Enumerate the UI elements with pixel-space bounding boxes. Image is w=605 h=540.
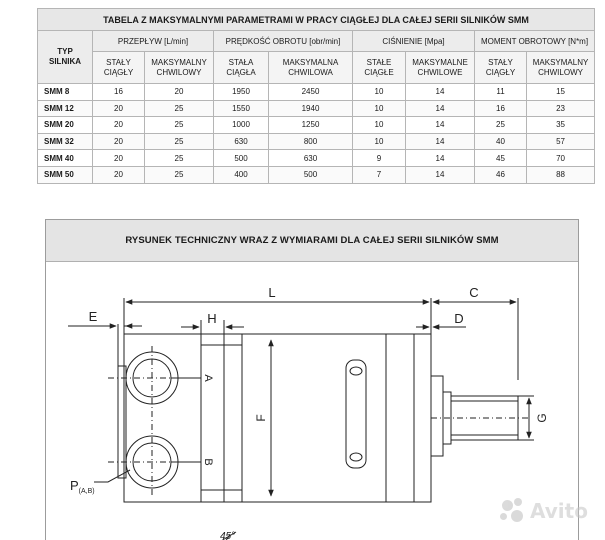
avito-logo-text: Avito: [530, 499, 588, 523]
dim-label-D: D: [454, 311, 464, 326]
value-cell: 23: [527, 100, 595, 117]
table-row: [38, 100, 595, 117]
dim-label-L: L: [268, 285, 276, 300]
parameters-table: [37, 8, 595, 184]
model-cell: SMM 8: [38, 84, 93, 101]
value-cell: 40: [475, 133, 527, 150]
port-label-B: B: [202, 458, 214, 466]
dim-label-P: $P_{(A,B)}$: [70, 478, 95, 495]
drawing-title: RYSUNEK TECHNICZNY WRAZ Z WYMIARAMI DLA CAŁEJ SERII SILNIKÓW SMM: [46, 220, 578, 262]
model-cell: SMM 20: [38, 117, 93, 134]
dim-label-E: E: [88, 309, 98, 324]
value-cell: 14: [406, 117, 475, 134]
model-cell: SMM 40: [38, 150, 93, 167]
value-cell: 88: [527, 166, 595, 183]
group-header-speed: PRĘDKOŚĆ OBROTU [obr/min]: [214, 31, 353, 52]
value-cell: 25: [145, 150, 214, 167]
value-cell: 11: [475, 84, 527, 101]
group-header-flow: PRZEPŁYW [L/min]: [93, 31, 214, 52]
table-row: [38, 133, 595, 150]
dim-label-G: G: [535, 413, 549, 423]
table-title: TABELA Z MAKSYMALNYMI PARAMETRAMI W PRACY CIĄGŁEJ DLA CAŁEJ SERII SILNIKÓW SMM: [38, 9, 595, 31]
value-cell: 20: [145, 84, 214, 101]
value-cell: 500: [269, 166, 353, 183]
group-header-torque: MOMENT OBROTOWY [N*m]: [475, 31, 595, 52]
value-cell: 16: [93, 84, 145, 101]
value-cell: 46: [475, 166, 527, 183]
table-row: [38, 84, 595, 101]
motor-technical-drawing: [46, 220, 579, 540]
table-body: [38, 84, 595, 184]
sub-header-cell: MAKSYMALNY CHWILOWY: [527, 52, 595, 84]
value-cell: 20: [93, 150, 145, 167]
value-cell: 400: [214, 166, 269, 183]
value-cell: 15: [527, 84, 595, 101]
value-cell: 14: [406, 100, 475, 117]
value-cell: 20: [93, 133, 145, 150]
sub-header-cell: STAŁY CIĄGŁY: [475, 52, 527, 84]
table-row: [38, 150, 595, 167]
type-header: TYP SILNIKA: [38, 31, 93, 84]
p-leader-line: [94, 470, 130, 482]
sub-header-cell: MAKSYMALNE CHWILOWE: [406, 52, 475, 84]
avito-watermark: [500, 498, 588, 524]
value-cell: 10: [353, 133, 406, 150]
value-cell: 25: [145, 117, 214, 134]
value-cell: 1950: [214, 84, 269, 101]
value-cell: 57: [527, 133, 595, 150]
value-cell: 800: [269, 133, 353, 150]
value-cell: 25: [475, 117, 527, 134]
value-cell: 1250: [269, 117, 353, 134]
sub-header-cell: STAŁY CIĄGŁY: [93, 52, 145, 84]
value-cell: 10: [353, 100, 406, 117]
model-cell: SMM 12: [38, 100, 93, 117]
model-cell: SMM 50: [38, 166, 93, 183]
flange: [431, 376, 443, 456]
body-slot: [346, 360, 366, 468]
value-cell: 70: [527, 150, 595, 167]
model-cell: SMM 32: [38, 133, 93, 150]
value-cell: 14: [406, 84, 475, 101]
sub-header-row: [38, 52, 595, 84]
value-cell: 9: [353, 150, 406, 167]
port-label-A: A: [202, 374, 214, 382]
table-row: [38, 166, 595, 183]
value-cell: 7: [353, 166, 406, 183]
sub-header-cell: MAKSYMALNA CHWILOWA: [269, 52, 353, 84]
value-cell: 14: [406, 150, 475, 167]
value-cell: 1550: [214, 100, 269, 117]
value-cell: 10: [353, 84, 406, 101]
dim-label-F: F: [254, 414, 268, 422]
value-cell: 45: [475, 150, 527, 167]
value-cell: 630: [269, 150, 353, 167]
avito-logo-icon: [500, 498, 526, 524]
technical-drawing-panel: [45, 219, 579, 540]
value-cell: 20: [93, 117, 145, 134]
sub-header-cell: MAKSYMALNY CHWILOWY: [145, 52, 214, 84]
value-cell: 1000: [214, 117, 269, 134]
value-cell: 10: [353, 117, 406, 134]
group-header-pressure: CIŚNIENIE [Mpa]: [353, 31, 475, 52]
dim-label-H: H: [207, 311, 217, 326]
sub-header-cell: STAŁA CIĄGŁA: [214, 52, 269, 84]
value-cell: 35: [527, 117, 595, 134]
parameters-table-container: [37, 8, 594, 184]
value-cell: 1940: [269, 100, 353, 117]
dim-label-C: C: [469, 285, 479, 300]
sub-header-cell: STAŁE CIĄGŁE: [353, 52, 406, 84]
port-block: [118, 366, 126, 478]
value-cell: 500: [214, 150, 269, 167]
angle-label: 45°: [220, 531, 236, 540]
value-cell: 14: [406, 166, 475, 183]
value-cell: 2450: [269, 84, 353, 101]
value-cell: 25: [145, 100, 214, 117]
value-cell: 630: [214, 133, 269, 150]
value-cell: 20: [93, 100, 145, 117]
table-row: [38, 117, 595, 134]
value-cell: 25: [145, 133, 214, 150]
value-cell: 20: [93, 166, 145, 183]
value-cell: 16: [475, 100, 527, 117]
value-cell: 14: [406, 133, 475, 150]
value-cell: 25: [145, 166, 214, 183]
